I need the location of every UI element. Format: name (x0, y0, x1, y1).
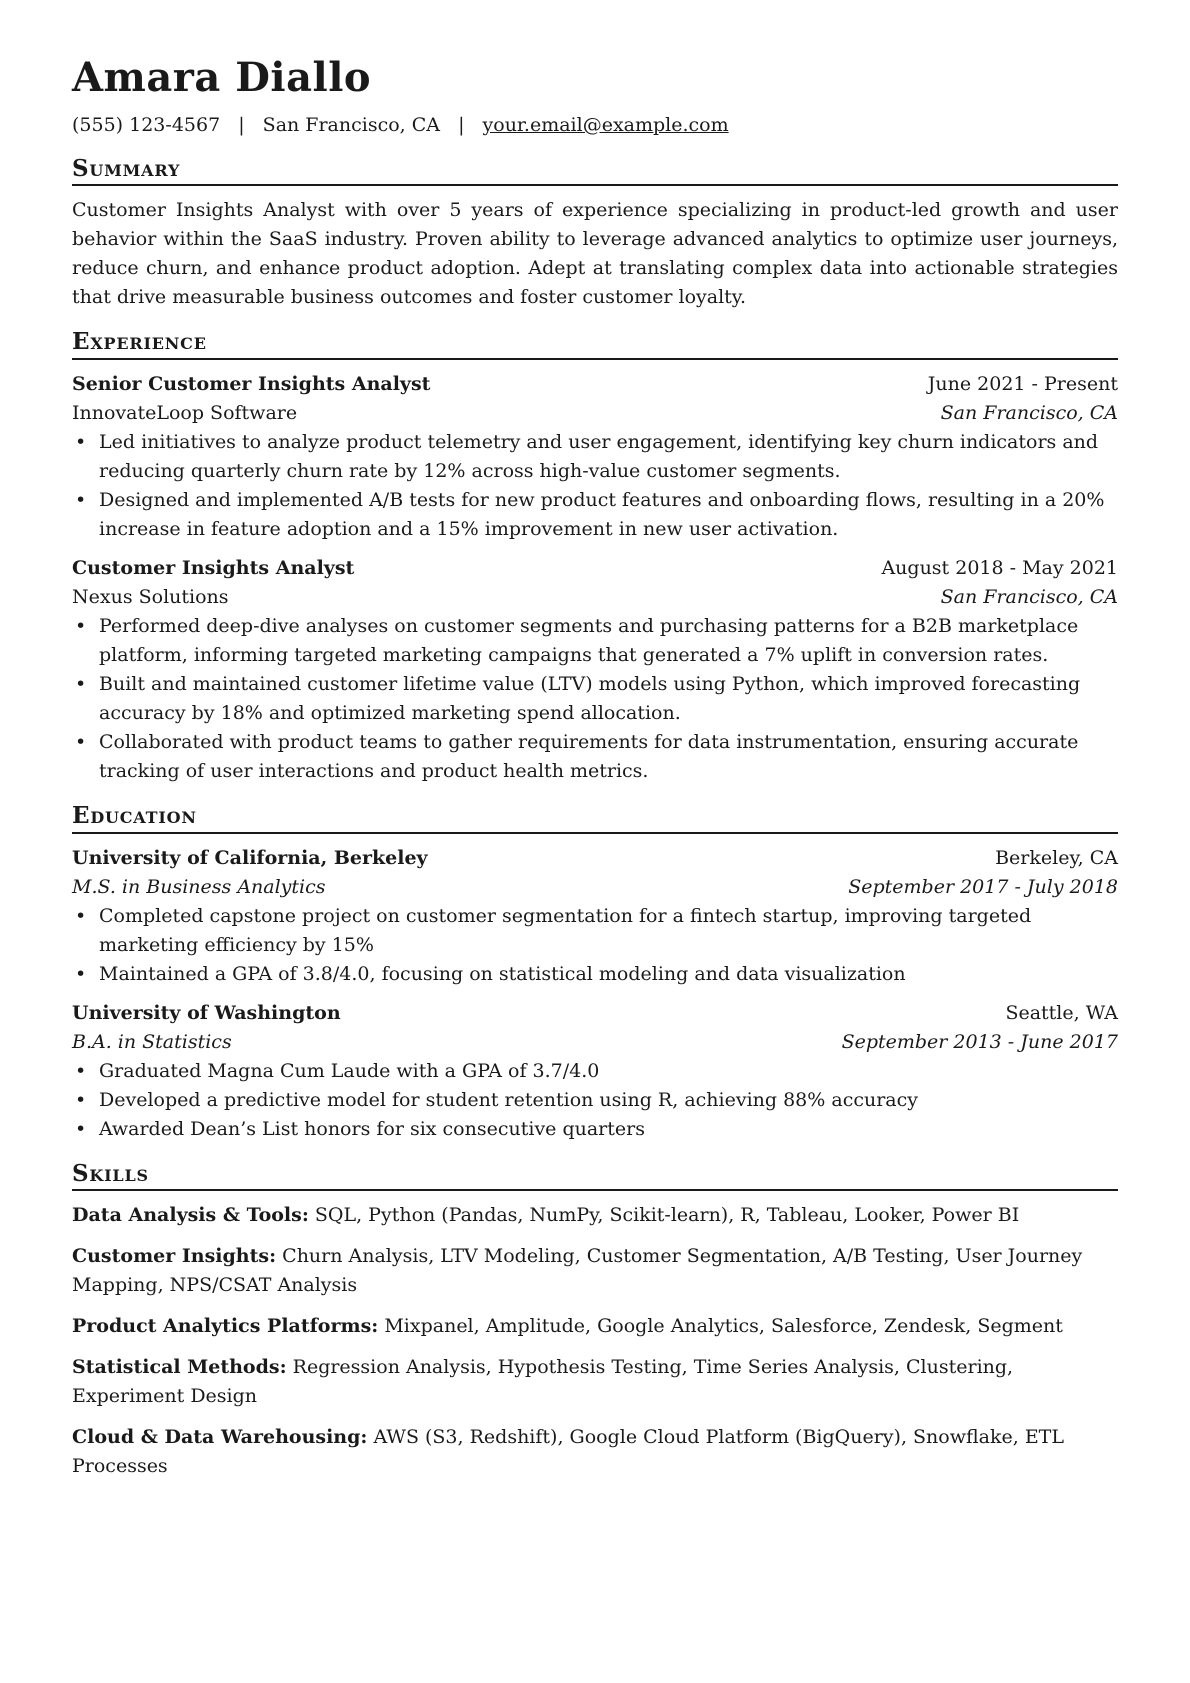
bullet-item: • Awarded Dean’s List honors for six consecutive quarters (99, 1115, 1118, 1144)
skill-line (72, 1353, 1118, 1411)
skill-label: Statistical Methods: (72, 1356, 287, 1379)
contact-separator: | (458, 114, 465, 136)
bullet-item: • Built and maintained customer lifetime value (LTV) models using Python, which improved forecasting accuracy by 18% and optimized marketing spend allocation. (99, 670, 1118, 728)
experience-section (72, 328, 1118, 786)
bullet-item: • Designed and implemented A/B tests for new product features and onboarding flows, resulting in a 20% increase in feature adoption and a 15% improvement in new user activation. (99, 486, 1118, 544)
skill-label: Product Analytics Platforms: (72, 1315, 379, 1338)
email-link[interactable]: your.email@example.com (482, 114, 729, 136)
job-title: Customer Insights Analyst (72, 556, 355, 579)
contact-separator: | (238, 114, 245, 136)
bullet-item: • Graduated Magna Cum Laude with a GPA of 3.7/4.0 (99, 1057, 1118, 1086)
summary-text: Customer Insights Analyst with over 5 years of experience specializing in product-led growth and user behavior within the SaaS industry. Proven ability to leverage advanced analytics to optimize user journeys, reduce churn, and enhance product adoption. Adept at translating complex data into actionable strategies that drive measurable business outcomes and foster customer loyalty. (72, 199, 1118, 309)
bullet-item: • Developed a predictive model for student retention using R, achieving 88% accuracy (99, 1086, 1118, 1115)
section-title-summary: Summary (72, 155, 1118, 187)
school-name: University of California, Berkeley (72, 846, 428, 869)
skill-value: AWS (S3, Redshift), Google Cloud Platform (BigQuery), Snowflake, ETL Processes (72, 1426, 1064, 1478)
school-location: Seattle, WA (1005, 1001, 1118, 1024)
education-section (72, 802, 1118, 1144)
section-title-skills: Skills (72, 1160, 1118, 1192)
company-name: InnovateLoop Software (72, 401, 298, 424)
skill-label: Customer Insights: (72, 1245, 277, 1268)
job-dates: June 2021 - Present (927, 372, 1118, 395)
job-location: San Francisco, CA (940, 585, 1118, 608)
job-bullets (72, 612, 1118, 786)
candidate-name: Amara Diallo (72, 54, 372, 101)
section-title-experience: Experience (72, 328, 1118, 360)
company-name: Nexus Solutions (72, 585, 229, 608)
education-entry (72, 999, 1118, 1144)
skill-value: Regression Analysis, Hypothesis Testing, Time Series Analysis, Clustering, Experiment Design (72, 1356, 1014, 1408)
skill-value: Mixpanel, Amplitude, Google Analytics, Salesforce, Zendesk, Segment (384, 1315, 1063, 1338)
education-bullets (72, 902, 1118, 989)
school-name: University of Washington (72, 1001, 341, 1024)
skill-label: Data Analysis & Tools: (72, 1204, 309, 1227)
resume-page (72, 56, 1118, 1497)
degree-name: B.A. in Statistics (72, 1030, 232, 1053)
section-title-education: Education (72, 802, 1118, 834)
skill-line (72, 1201, 1118, 1230)
bullet-item: • Performed deep-dive analyses on customer segments and purchasing patterns for a B2B marketplace platform, informing targeted marketing campaigns that generated a 7% uplift in conversion rates. (99, 612, 1118, 670)
job-title: Senior Customer Insights Analyst (72, 372, 431, 395)
job-dates: August 2018 - May 2021 (881, 556, 1118, 579)
resume-header (72, 56, 1118, 137)
skill-value: SQL, Python (Pandas, NumPy, Scikit-learn), R, Tableau, Looker, Power BI (314, 1204, 1020, 1227)
education-bullets (72, 1057, 1118, 1144)
skill-line (72, 1423, 1118, 1481)
contact-location: San Francisco, CA (262, 114, 441, 136)
job-entry (72, 370, 1118, 544)
summary-section (72, 155, 1118, 313)
education-dates: September 2017 - July 2018 (848, 875, 1118, 898)
phone-number: (555) 123-4567 (72, 114, 221, 136)
school-location: Berkeley, CA (995, 846, 1118, 869)
job-location: San Francisco, CA (940, 401, 1118, 424)
skill-value: Churn Analysis, LTV Modeling, Customer Segmentation, A/B Testing, User Journey Mapping, NPS/CSAT Analysis (72, 1245, 1083, 1297)
bullet-item: • Led initiatives to analyze product telemetry and user engagement, identifying key churn indicators and reducing quarterly churn rate by 12% across high-value customer segments. (99, 428, 1118, 486)
degree-name: M.S. in Business Analytics (72, 875, 326, 898)
skill-line (72, 1312, 1118, 1341)
education-entry (72, 844, 1118, 989)
bullet-item: • Collaborated with product teams to gather requirements for data instrumentation, ensuring accurate tracking of user interactions and product health metrics. (99, 728, 1118, 786)
job-entry (72, 554, 1118, 786)
bullet-item: • Maintained a GPA of 3.8/4.0, focusing on statistical modeling and data visualization (99, 960, 1118, 989)
skill-line (72, 1242, 1118, 1300)
skill-label: Cloud & Data Warehousing: (72, 1426, 368, 1449)
contact-line (72, 114, 1118, 137)
bullet-item: • Completed capstone project on customer segmentation for a fintech startup, improving targeted marketing efficiency by 15% (99, 902, 1118, 960)
job-bullets (72, 428, 1118, 544)
education-dates: September 2013 - June 2017 (841, 1030, 1118, 1053)
skills-section (72, 1160, 1118, 1482)
